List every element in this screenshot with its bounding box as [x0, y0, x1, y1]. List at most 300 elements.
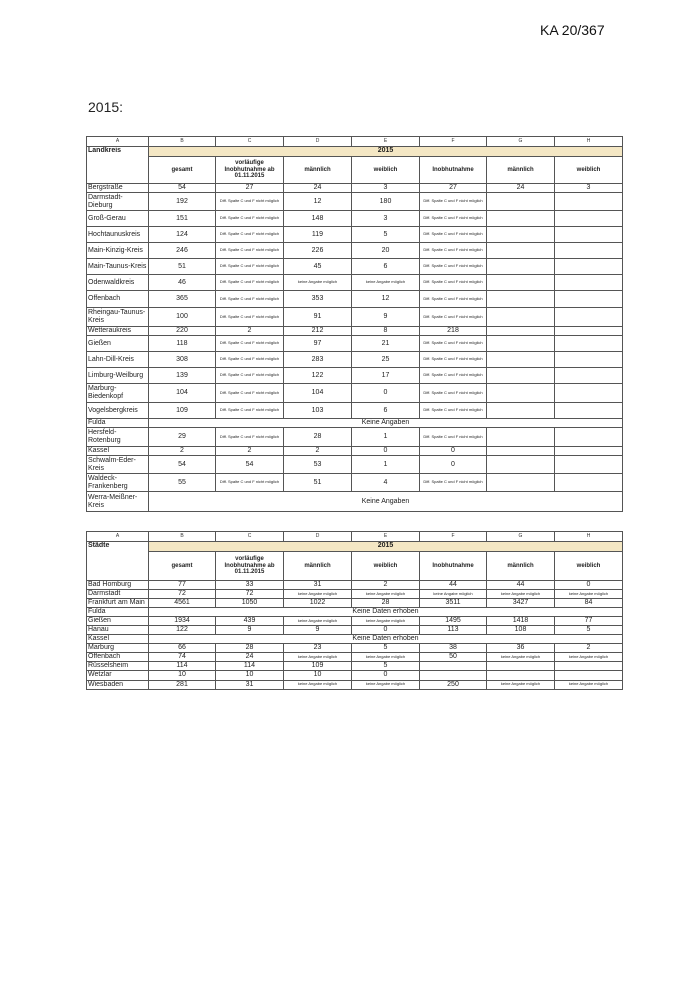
- cell-h: [555, 368, 623, 384]
- row-name: Werra-Meißner-Kreis: [87, 492, 149, 512]
- cell-f: Diff. Spalte C und F nicht möglich: [420, 291, 487, 308]
- cell-h: keine Angabe möglich: [555, 680, 623, 689]
- table-row: [87, 581, 623, 590]
- cell-f: Diff. Spalte C und F nicht möglich: [420, 384, 487, 403]
- column-letter: B: [149, 137, 216, 147]
- year-header: 2015: [149, 147, 623, 157]
- cell-e: 6: [352, 259, 420, 275]
- column-header: gesamt: [149, 157, 216, 184]
- cell-c: Diff. Spalte C und F nicht möglich: [216, 403, 284, 419]
- row-name: Fulda: [87, 608, 149, 617]
- cell-c: 27: [216, 184, 284, 193]
- row-header: Städte: [87, 542, 149, 581]
- no-data-note: Keine Angaben: [149, 419, 623, 428]
- row-name: Rüsselsheim: [87, 662, 149, 671]
- column-header: männlich: [487, 157, 555, 184]
- cell-d: 10: [284, 671, 352, 680]
- table-row: [87, 243, 623, 259]
- cell-b: 365: [149, 291, 216, 308]
- cell-e: 3: [352, 184, 420, 193]
- row-name: Gießen: [87, 336, 149, 352]
- table-row: [87, 653, 623, 662]
- column-header: vorläufige Inobhutnahme ab 01.11.2015: [216, 157, 284, 184]
- cell-e: 5: [352, 662, 420, 671]
- cell-g: [487, 259, 555, 275]
- cell-f: Diff. Spalte C und F nicht möglich: [420, 243, 487, 259]
- cell-f: Diff. Spalte C und F nicht möglich: [420, 336, 487, 352]
- page-id: KA 20/367: [540, 22, 605, 38]
- cell-d: 9: [284, 626, 352, 635]
- cell-b: 220: [149, 327, 216, 336]
- cell-d: keine Angabe möglich: [284, 653, 352, 662]
- cell-f: 250: [420, 680, 487, 689]
- cell-d: 283: [284, 352, 352, 368]
- cell-d: 2: [284, 447, 352, 456]
- no-data-note: Keine Daten erhoben: [149, 635, 623, 644]
- cell-g: [487, 308, 555, 327]
- cell-f: 50: [420, 653, 487, 662]
- cell-d: 31: [284, 581, 352, 590]
- table-row: [87, 428, 623, 447]
- cell-b: 1934: [149, 617, 216, 626]
- cell-e: 5: [352, 227, 420, 243]
- row-name: Waldeck-Frankenberg: [87, 474, 149, 492]
- cell-g: keine Angabe möglich: [487, 680, 555, 689]
- column-header: männlich: [284, 157, 352, 184]
- table-row: [87, 671, 623, 680]
- cell-h: [555, 403, 623, 419]
- no-data-note: Keine Angaben: [149, 492, 623, 512]
- table-row: [87, 474, 623, 492]
- table-row: [87, 368, 623, 384]
- landkreis-table: [86, 136, 623, 512]
- column-letter: G: [487, 137, 555, 147]
- cell-f: [420, 662, 487, 671]
- table-row: [87, 384, 623, 403]
- cell-g: [487, 193, 555, 211]
- row-name: Main-Kinzig-Kreis: [87, 243, 149, 259]
- table-row: [87, 336, 623, 352]
- cell-f: Diff. Spalte C und F nicht möglich: [420, 403, 487, 419]
- column-header: männlich: [487, 552, 555, 581]
- column-letter: H: [555, 137, 623, 147]
- cell-b: 54: [149, 456, 216, 474]
- row-name: Kassel: [87, 447, 149, 456]
- cell-c: Diff. Spalte C und F nicht möglich: [216, 384, 284, 403]
- cell-f: Diff. Spalte C und F nicht möglich: [420, 211, 487, 227]
- cell-f: keine Angabe möglich: [420, 590, 487, 599]
- table-row: [87, 227, 623, 243]
- cell-h: [555, 227, 623, 243]
- cell-h: [555, 291, 623, 308]
- cell-e: 21: [352, 336, 420, 352]
- cell-b: 77: [149, 581, 216, 590]
- cell-b: 122: [149, 626, 216, 635]
- cell-d: 28: [284, 428, 352, 447]
- cell-h: keine Angabe möglich: [555, 590, 623, 599]
- table-row: [87, 184, 623, 193]
- cell-e: keine Angabe möglich: [352, 680, 420, 689]
- cell-c: 31: [216, 680, 284, 689]
- cell-f: Diff. Spalte C und F nicht möglich: [420, 428, 487, 447]
- cell-h: keine Angabe möglich: [555, 653, 623, 662]
- cell-b: 72: [149, 590, 216, 599]
- cell-e: 0: [352, 626, 420, 635]
- cell-c: Diff. Spalte C und F nicht möglich: [216, 336, 284, 352]
- cell-e: keine Angabe möglich: [352, 590, 420, 599]
- cell-g: [487, 275, 555, 291]
- column-letter: A: [87, 532, 149, 542]
- cell-f: 113: [420, 626, 487, 635]
- cell-b: 308: [149, 352, 216, 368]
- cell-e: 2: [352, 581, 420, 590]
- cell-g: 24: [487, 184, 555, 193]
- cell-d: 1022: [284, 599, 352, 608]
- cell-d: 53: [284, 456, 352, 474]
- table-row: [87, 608, 623, 617]
- cell-f: 0: [420, 447, 487, 456]
- cell-h: [555, 352, 623, 368]
- cell-e: 1: [352, 428, 420, 447]
- cell-e: 1: [352, 456, 420, 474]
- cell-c: 439: [216, 617, 284, 626]
- cell-b: 151: [149, 211, 216, 227]
- cell-g: keine Angabe möglich: [487, 590, 555, 599]
- cell-e: 0: [352, 384, 420, 403]
- column-header: männlich: [284, 552, 352, 581]
- column-letter: C: [216, 137, 284, 147]
- cell-c: Diff. Spalte C und F nicht möglich: [216, 291, 284, 308]
- column-header: weiblich: [555, 552, 623, 581]
- cell-d: 91: [284, 308, 352, 327]
- cell-c: Diff. Spalte C und F nicht möglich: [216, 352, 284, 368]
- table-row: [87, 419, 623, 428]
- cell-g: [487, 662, 555, 671]
- cell-b: 281: [149, 680, 216, 689]
- cell-f: 44: [420, 581, 487, 590]
- cell-c: 2: [216, 327, 284, 336]
- table-row: [87, 193, 623, 211]
- cell-g: [487, 671, 555, 680]
- table-row: [87, 447, 623, 456]
- cell-f: 218: [420, 327, 487, 336]
- cell-h: [555, 243, 623, 259]
- year-label: 2015:: [88, 99, 124, 115]
- cell-b: 55: [149, 474, 216, 492]
- cell-g: [487, 474, 555, 492]
- cell-b: 66: [149, 644, 216, 653]
- cell-c: 2: [216, 447, 284, 456]
- cell-c: 114: [216, 662, 284, 671]
- cell-g: [487, 352, 555, 368]
- cell-d: 103: [284, 403, 352, 419]
- cell-g: 44: [487, 581, 555, 590]
- cell-f: 38: [420, 644, 487, 653]
- cell-g: [487, 428, 555, 447]
- cell-h: 77: [555, 617, 623, 626]
- row-name: Lahn-Dill-Kreis: [87, 352, 149, 368]
- cell-h: 3: [555, 184, 623, 193]
- cell-h: 0: [555, 581, 623, 590]
- cell-f: Diff. Spalte C und F nicht möglich: [420, 275, 487, 291]
- cell-e: 6: [352, 403, 420, 419]
- cell-e: 20: [352, 243, 420, 259]
- cell-d: 12: [284, 193, 352, 211]
- column-letter: A: [87, 137, 149, 147]
- cell-e: keine Angabe möglich: [352, 653, 420, 662]
- cell-d: 109: [284, 662, 352, 671]
- year-row: [87, 542, 623, 552]
- row-name: Darmstadt: [87, 590, 149, 599]
- cell-c: Diff. Spalte C und F nicht möglich: [216, 227, 284, 243]
- cell-e: 25: [352, 352, 420, 368]
- cell-c: Diff. Spalte C und F nicht möglich: [216, 368, 284, 384]
- row-name: Vogelsbergkreis: [87, 403, 149, 419]
- cell-b: 51: [149, 259, 216, 275]
- cell-h: [555, 447, 623, 456]
- cell-h: [555, 428, 623, 447]
- cell-d: 23: [284, 644, 352, 653]
- row-name: Wetzlar: [87, 671, 149, 680]
- cell-g: [487, 403, 555, 419]
- row-name: Schwalm-Eder-Kreis: [87, 456, 149, 474]
- cell-e: 0: [352, 447, 420, 456]
- table-row: [87, 211, 623, 227]
- cell-d: keine Angabe möglich: [284, 617, 352, 626]
- cell-e: 9: [352, 308, 420, 327]
- cell-d: 353: [284, 291, 352, 308]
- cell-g: 108: [487, 626, 555, 635]
- row-name: Hanau: [87, 626, 149, 635]
- row-name: Main-Taunus-Kreis: [87, 259, 149, 275]
- cell-c: 72: [216, 590, 284, 599]
- staedte-table: [86, 531, 623, 690]
- row-name: Offenbach: [87, 653, 149, 662]
- cell-e: keine Angabe möglich: [352, 617, 420, 626]
- cell-g: [487, 327, 555, 336]
- cell-d: 119: [284, 227, 352, 243]
- cell-f: Diff. Spalte C und F nicht möglich: [420, 352, 487, 368]
- cell-g: [487, 336, 555, 352]
- cell-e: 3: [352, 211, 420, 227]
- cell-b: 100: [149, 308, 216, 327]
- cell-c: 9: [216, 626, 284, 635]
- cell-g: 3427: [487, 599, 555, 608]
- table-row: [87, 308, 623, 327]
- cell-h: [555, 456, 623, 474]
- row-name: Wetteraukreis: [87, 327, 149, 336]
- row-name: Groß-Gerau: [87, 211, 149, 227]
- cell-g: 36: [487, 644, 555, 653]
- cell-f: Diff. Spalte C und F nicht möglich: [420, 308, 487, 327]
- header-row: [87, 157, 623, 184]
- cell-e: 28: [352, 599, 420, 608]
- cell-h: [555, 384, 623, 403]
- cell-h: 5: [555, 626, 623, 635]
- row-name: Hersfeld-Rotenburg: [87, 428, 149, 447]
- cell-e: keine Angabe möglich: [352, 275, 420, 291]
- row-name: Wiesbaden: [87, 680, 149, 689]
- cell-c: Diff. Spalte C und F nicht möglich: [216, 259, 284, 275]
- table-row: [87, 599, 623, 608]
- landkreis-table-body: [87, 137, 623, 512]
- cell-h: [555, 327, 623, 336]
- cell-g: [487, 291, 555, 308]
- cell-b: 2: [149, 447, 216, 456]
- column-header: weiblich: [352, 552, 420, 581]
- row-name: Limburg-Weilburg: [87, 368, 149, 384]
- cell-c: 33: [216, 581, 284, 590]
- cell-h: [555, 308, 623, 327]
- cell-c: 10: [216, 671, 284, 680]
- cell-h: [555, 193, 623, 211]
- row-name: Frankfurt am Main: [87, 599, 149, 608]
- table-row: [87, 492, 623, 512]
- cell-b: 29: [149, 428, 216, 447]
- table-row: [87, 456, 623, 474]
- cell-f: 0: [420, 456, 487, 474]
- cell-c: Diff. Spalte C und F nicht möglich: [216, 275, 284, 291]
- row-name: Rheingau-Taunus-Kreis: [87, 308, 149, 327]
- cell-e: 17: [352, 368, 420, 384]
- table-row: [87, 662, 623, 671]
- table-row: [87, 403, 623, 419]
- cell-h: [555, 474, 623, 492]
- cell-b: 114: [149, 662, 216, 671]
- cell-c: Diff. Spalte C und F nicht möglich: [216, 474, 284, 492]
- cell-b: 118: [149, 336, 216, 352]
- column-letter: C: [216, 532, 284, 542]
- table-row: [87, 680, 623, 689]
- column-letter: F: [420, 532, 487, 542]
- cell-g: [487, 243, 555, 259]
- table-row: [87, 275, 623, 291]
- cell-h: [555, 336, 623, 352]
- cell-b: 4561: [149, 599, 216, 608]
- cell-b: 124: [149, 227, 216, 243]
- cell-c: Diff. Spalte C und F nicht möglich: [216, 428, 284, 447]
- cell-d: 97: [284, 336, 352, 352]
- cell-f: 3511: [420, 599, 487, 608]
- cell-d: keine Angabe möglich: [284, 590, 352, 599]
- cell-h: [555, 211, 623, 227]
- cell-c: Diff. Spalte C und F nicht möglich: [216, 243, 284, 259]
- row-name: Odenwaldkreis: [87, 275, 149, 291]
- table-row: [87, 259, 623, 275]
- row-name: Kassel: [87, 635, 149, 644]
- cell-b: 139: [149, 368, 216, 384]
- cell-f: Diff. Spalte C und F nicht möglich: [420, 368, 487, 384]
- cell-b: 109: [149, 403, 216, 419]
- cell-d: 122: [284, 368, 352, 384]
- column-header: Inobhutnahme: [420, 552, 487, 581]
- cell-e: 5: [352, 644, 420, 653]
- cell-f: [420, 671, 487, 680]
- cell-b: 104: [149, 384, 216, 403]
- row-name: Offenbach: [87, 291, 149, 308]
- year-row: [87, 147, 623, 157]
- table-row: [87, 617, 623, 626]
- cell-e: 8: [352, 327, 420, 336]
- column-letter: D: [284, 137, 352, 147]
- cell-h: 2: [555, 644, 623, 653]
- row-name: Darmstadt-Dieburg: [87, 193, 149, 211]
- cell-b: 74: [149, 653, 216, 662]
- row-name: Bergstraße: [87, 184, 149, 193]
- cell-g: keine Angabe möglich: [487, 653, 555, 662]
- column-header: vorläufige Inobhutnahme ab 01.11.2015: [216, 552, 284, 581]
- cell-g: [487, 456, 555, 474]
- cell-d: keine Angabe möglich: [284, 680, 352, 689]
- column-letter: D: [284, 532, 352, 542]
- column-header: weiblich: [352, 157, 420, 184]
- year-header: 2015: [149, 542, 623, 552]
- cell-c: Diff. Spalte C und F nicht möglich: [216, 308, 284, 327]
- cell-g: [487, 447, 555, 456]
- cell-b: 192: [149, 193, 216, 211]
- cell-e: 0: [352, 671, 420, 680]
- column-header: weiblich: [555, 157, 623, 184]
- cell-b: 246: [149, 243, 216, 259]
- cell-c: Diff. Spalte C und F nicht möglich: [216, 211, 284, 227]
- column-letter: F: [420, 137, 487, 147]
- cell-d: 24: [284, 184, 352, 193]
- cell-c: Diff. Spalte C und F nicht möglich: [216, 193, 284, 211]
- table-row: [87, 644, 623, 653]
- row-name: Gießen: [87, 617, 149, 626]
- cell-e: 12: [352, 291, 420, 308]
- column-letter: B: [149, 532, 216, 542]
- cell-h: [555, 662, 623, 671]
- cell-g: [487, 227, 555, 243]
- column-header: gesamt: [149, 552, 216, 581]
- cell-d: keine Angabe möglich: [284, 275, 352, 291]
- table-row: [87, 291, 623, 308]
- cell-c: 1050: [216, 599, 284, 608]
- cell-d: 45: [284, 259, 352, 275]
- column-letter-row: [87, 532, 623, 542]
- no-data-note: Keine Daten erhoben: [149, 608, 623, 617]
- column-letter: E: [352, 137, 420, 147]
- table-row: [87, 327, 623, 336]
- cell-d: 226: [284, 243, 352, 259]
- header-row: [87, 552, 623, 581]
- cell-c: 54: [216, 456, 284, 474]
- table-row: [87, 590, 623, 599]
- cell-h: [555, 259, 623, 275]
- cell-f: 27: [420, 184, 487, 193]
- cell-d: 51: [284, 474, 352, 492]
- cell-h: 84: [555, 599, 623, 608]
- cell-b: 54: [149, 184, 216, 193]
- cell-g: [487, 211, 555, 227]
- cell-c: 24: [216, 653, 284, 662]
- cell-e: 4: [352, 474, 420, 492]
- cell-h: [555, 275, 623, 291]
- table-row: [87, 626, 623, 635]
- row-name: Fulda: [87, 419, 149, 428]
- row-name: Hochtaunuskreis: [87, 227, 149, 243]
- cell-b: 10: [149, 671, 216, 680]
- column-letter: E: [352, 532, 420, 542]
- staedte-table-body: [87, 532, 623, 690]
- row-name: Bad Homburg: [87, 581, 149, 590]
- row-name: Marburg-Biedenkopf: [87, 384, 149, 403]
- column-letter-row: [87, 137, 623, 147]
- cell-g: [487, 384, 555, 403]
- row-header: Landkreis: [87, 147, 149, 184]
- cell-f: Diff. Spalte C und F nicht möglich: [420, 227, 487, 243]
